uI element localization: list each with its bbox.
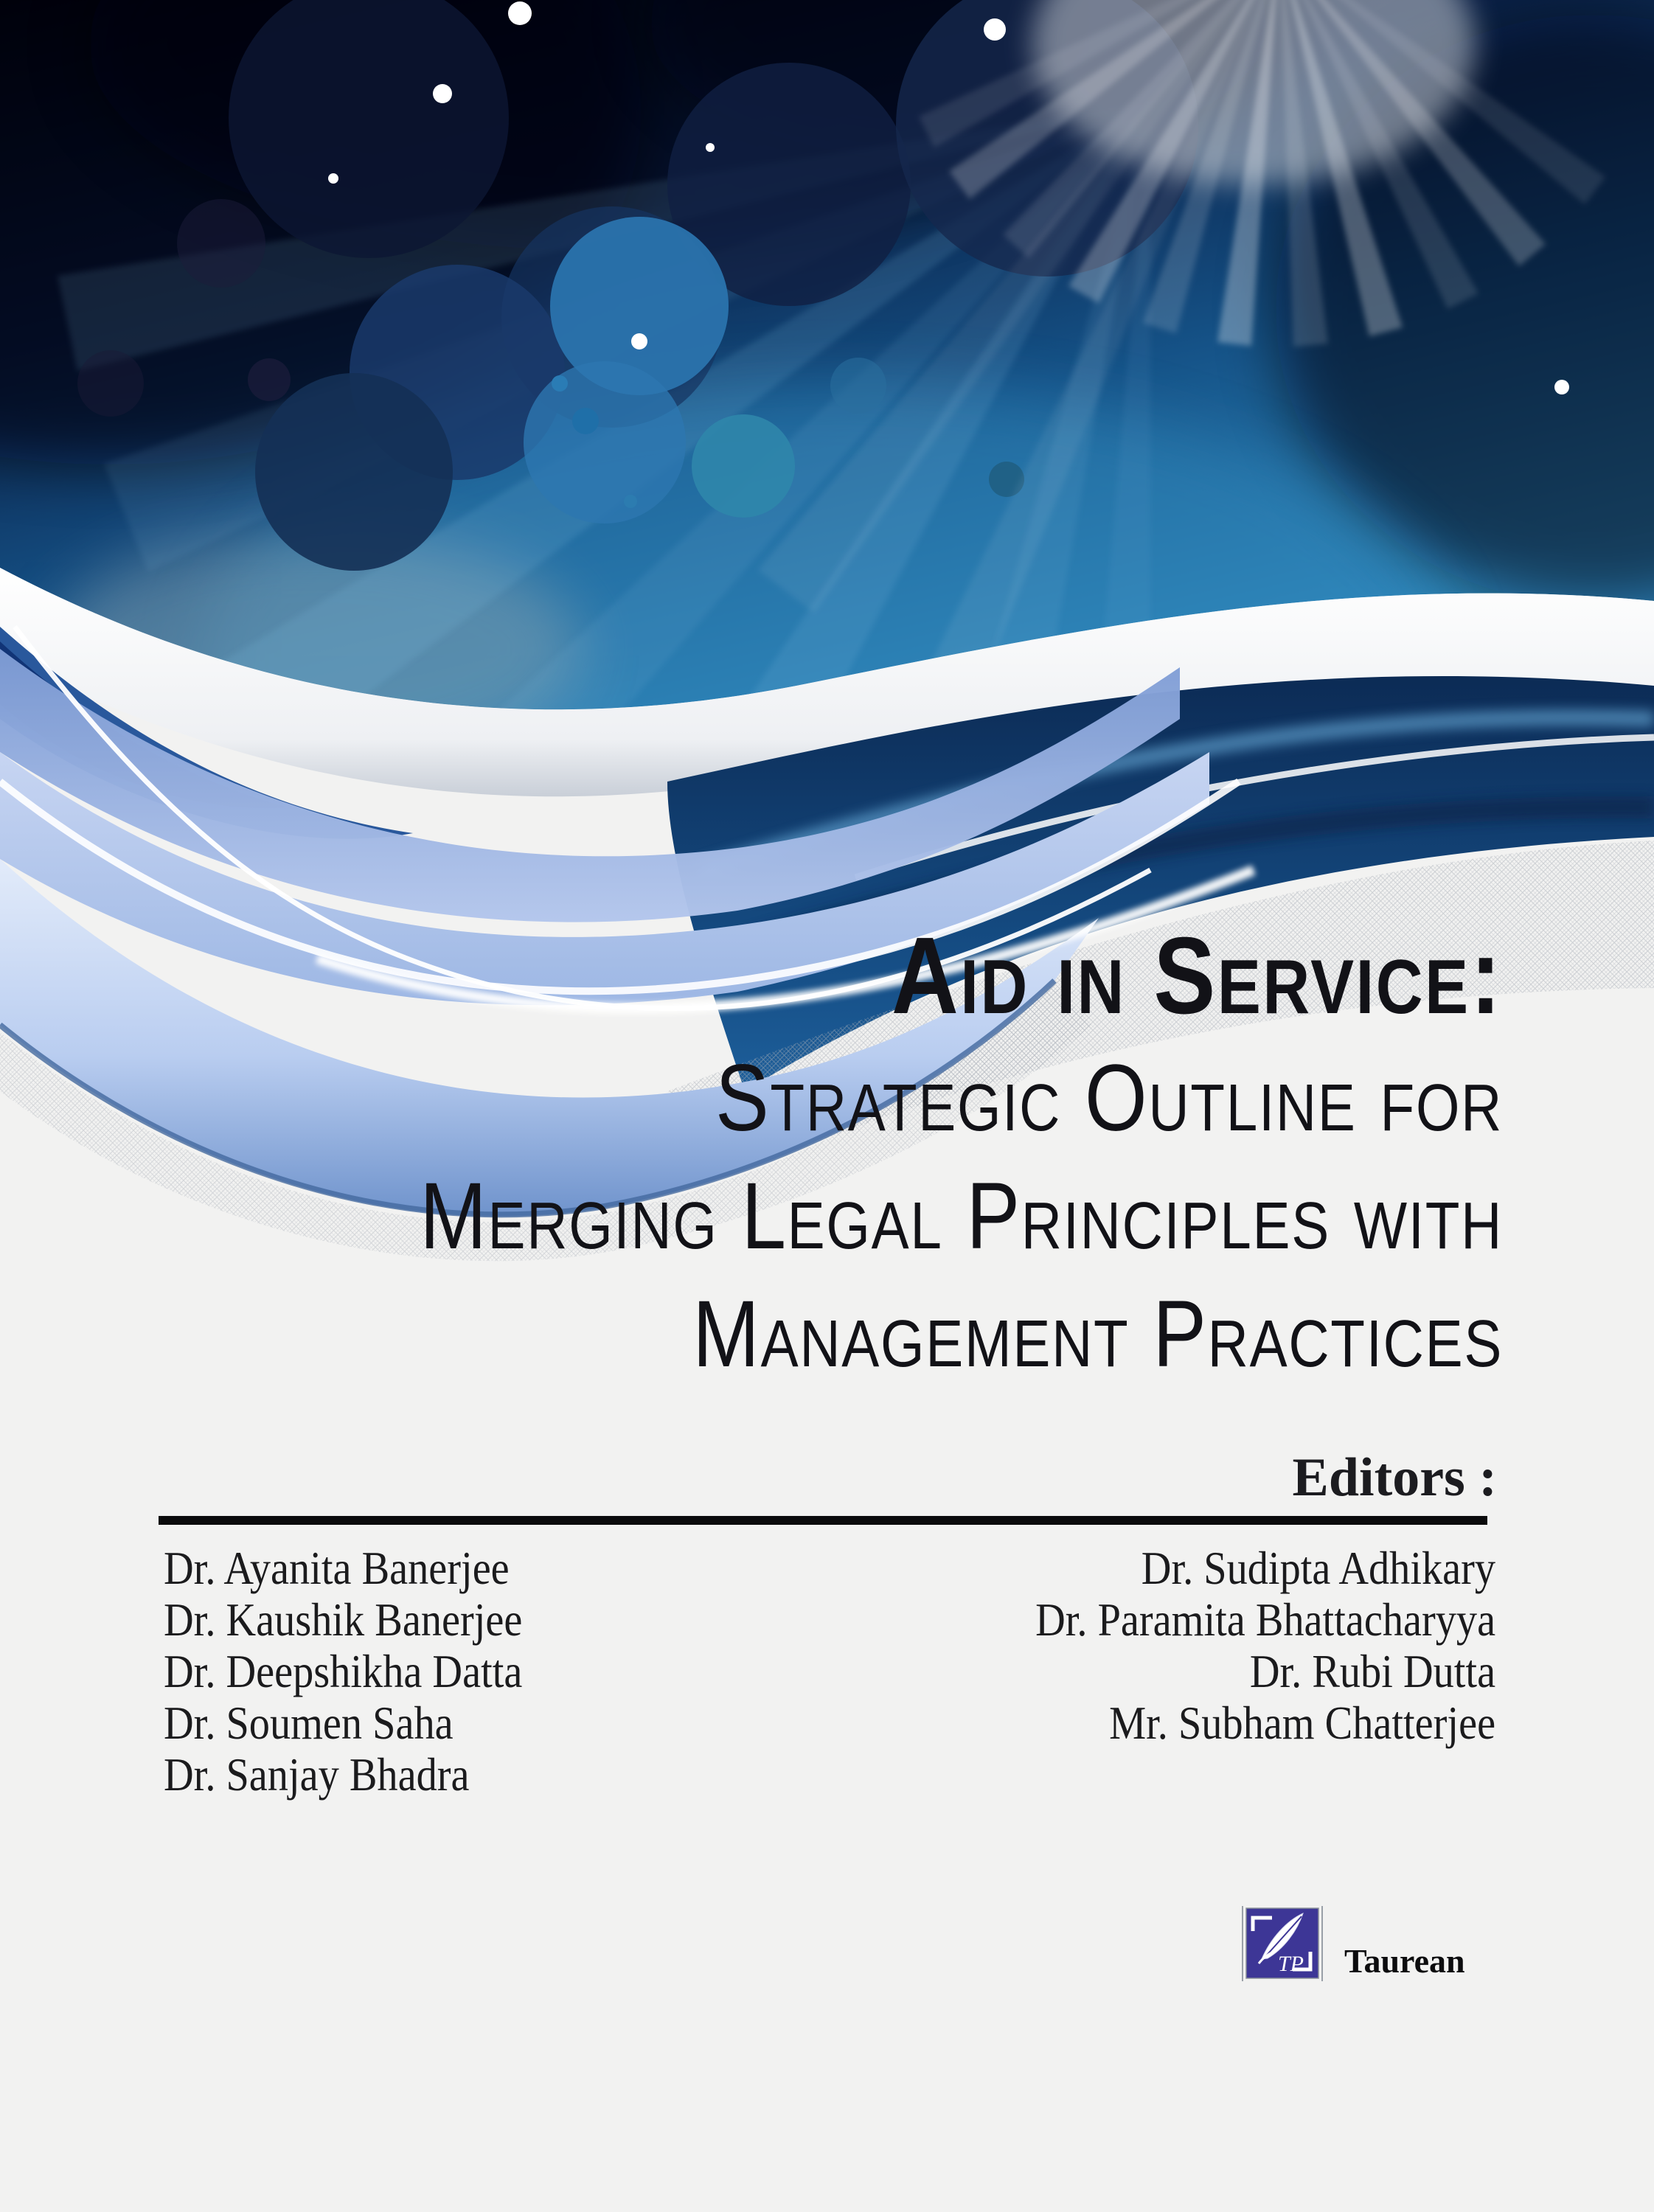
editor-name: Dr. Sanjay Bhadra	[164, 1748, 470, 1801]
editor-name: Dr. Soumen Saha	[164, 1697, 454, 1749]
editor-name: Dr. Rubi Dutta	[1249, 1645, 1495, 1697]
book-title-line4: Management Practices	[692, 1281, 1503, 1387]
editor-name: Dr. Kaushik Banerjee	[164, 1593, 523, 1646]
editor-name: Mr. Subham Chatterjee	[1109, 1697, 1495, 1749]
logo-monogram: TP	[1278, 1952, 1304, 1976]
publisher-name: Taurean	[1344, 1941, 1465, 1980]
editor-name: Dr. Deepshikha Datta	[164, 1645, 523, 1697]
book-title-line2: Strategic Outline for	[715, 1046, 1503, 1151]
publisher-logo	[1241, 1906, 1324, 1981]
publisher-block	[1241, 1906, 1465, 1981]
editors-label: Editors :	[1292, 1447, 1497, 1508]
editors-left-column	[164, 1543, 522, 1801]
editor-name: Dr. Paramita Bhattacharyya	[1035, 1593, 1495, 1646]
book-title-line3: Merging Legal Principles with	[420, 1164, 1503, 1269]
editors-right-column	[1035, 1543, 1495, 1749]
title-block	[420, 913, 1503, 1394]
book-title-line1: Aid in Service:	[891, 915, 1503, 1037]
editor-name: Dr. Ayanita Banerjee	[164, 1542, 510, 1594]
horizontal-rule	[159, 1516, 1487, 1525]
editor-name: Dr. Sudipta Adhikary	[1141, 1542, 1495, 1594]
